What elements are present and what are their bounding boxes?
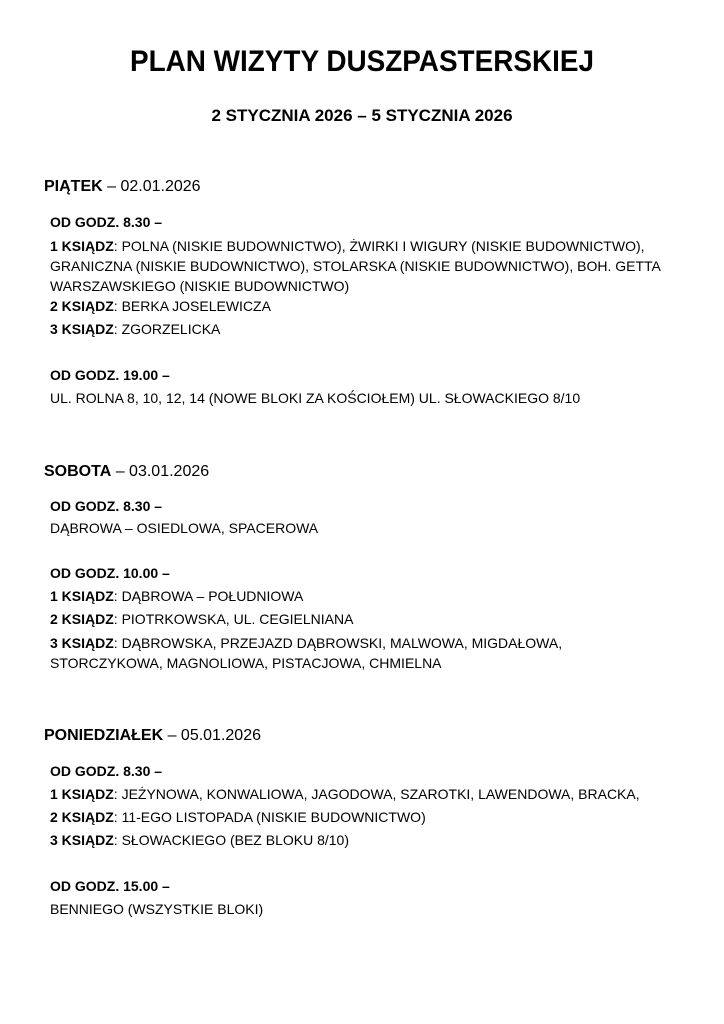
priest-label: 1 KSIĄDZ bbox=[50, 238, 114, 254]
priest-label: 3 KSIĄDZ bbox=[50, 635, 114, 651]
priest-assignment bbox=[50, 784, 640, 804]
priest-label: 2 KSIĄDZ bbox=[50, 298, 114, 314]
streets-list: : ZGORZELICKA bbox=[113, 321, 221, 337]
day-date: – 05.01.2026 bbox=[163, 727, 261, 744]
priest-label: 1 KSIĄDZ bbox=[50, 786, 114, 802]
time-slot-heading bbox=[50, 365, 170, 385]
priest-assignment bbox=[50, 609, 353, 629]
priest-assignment bbox=[50, 633, 640, 673]
date-range-subtitle: 2 STYCZNIA 2026 – 5 STYCZNIA 2026 bbox=[211, 106, 513, 125]
priest-assignment bbox=[50, 830, 349, 850]
streets-list: : DĄBROWSKA, PRZEJAZD DĄBROWSKI, MALWOWA, MIGDAŁOWA, STORCZYKOWA, MAGNOLIOWA, PISTACJOWA, CHMIELNA bbox=[50, 635, 563, 671]
page-title: PLAN WIZYTY DUSZPASTERSKIEJ bbox=[129, 45, 595, 78]
time-slot-heading bbox=[50, 496, 162, 516]
time-slot-heading bbox=[50, 212, 162, 232]
priest-label: 2 KSIĄDZ bbox=[50, 809, 114, 825]
time-slot-label: OD GODZ. 8.30 – bbox=[50, 214, 163, 230]
priest-assignment bbox=[50, 296, 271, 316]
day-heading bbox=[44, 178, 201, 196]
priest-label: 2 KSIĄDZ bbox=[50, 611, 114, 627]
streets-list: BENNIEGO (WSZYSTKIE BLOKI) bbox=[50, 901, 264, 917]
time-slot-label: OD GODZ. 19.00 – bbox=[50, 367, 170, 383]
day-heading bbox=[44, 727, 261, 745]
streets-list: DĄBROWA – OSIEDLOWA, SPACEROWA bbox=[50, 520, 319, 536]
day-name: PIĄTEK bbox=[44, 178, 103, 195]
priest-label: 3 KSIĄDZ bbox=[50, 321, 114, 337]
priest-assignment bbox=[50, 319, 220, 339]
time-slot-heading bbox=[50, 761, 162, 781]
streets-list: : BERKA JOSELEWICZA bbox=[113, 298, 271, 314]
day-date: – 03.01.2026 bbox=[111, 463, 210, 480]
priest-assignment bbox=[50, 236, 680, 296]
time-slot-label: OD GODZ. 8.30 – bbox=[50, 498, 163, 514]
streets-list: : PIOTRKOWSKA, UL. CEGIELNIANA bbox=[113, 611, 354, 627]
priest-label: 1 KSIĄDZ bbox=[50, 588, 114, 604]
day-date: – 02.01.2026 bbox=[102, 178, 201, 195]
streets-list: : DĄBROWA – POŁUDNIOWA bbox=[113, 588, 304, 604]
time-slot-heading bbox=[50, 563, 170, 583]
time-slot-label: OD GODZ. 10.00 – bbox=[50, 565, 170, 581]
streets-list: : 11-EGO LISTOPADA (NISKIE BUDOWNICTWO) bbox=[113, 809, 426, 825]
day-heading bbox=[44, 463, 209, 481]
streets-list: : POLNA (NISKIE BUDOWNICTWO), ŻWIRKI I WIGURY (NISKIE BUDOWNICTWO), GRANICZNA (NISKIE BUDOWNICTWO), STOLARSKA (NISKIE BUDOWNICTWO), BOH. GETTA WARSZAWSKIEGO (NISKIE BUDOWNICTWO) bbox=[50, 238, 661, 294]
streets-list: : SŁOWACKIEGO (BEZ BLOKU 8/10) bbox=[113, 832, 350, 848]
time-slot-label: OD GODZ. 15.00 – bbox=[50, 878, 170, 894]
streets-list: UL. ROLNA 8, 10, 12, 14 (NOWE BLOKI ZA KOŚCIOŁEM) UL. SŁOWACKIEGO 8/10 bbox=[50, 390, 581, 406]
time-slot-heading bbox=[50, 876, 170, 896]
priest-label: 3 KSIĄDZ bbox=[50, 832, 114, 848]
day-name: PONIEDZIAŁEK bbox=[44, 727, 164, 744]
priest-assignment bbox=[50, 807, 426, 827]
priest-assignment bbox=[50, 586, 303, 606]
streets-list: : JEŻYNOWA, KONWALIOWA, JAGODOWA, SZAROTKI, LAWENDOWA, BRACKA, bbox=[113, 786, 640, 802]
day-name: SOBOTA bbox=[44, 463, 112, 480]
time-slot-label: OD GODZ. 8.30 – bbox=[50, 763, 163, 779]
